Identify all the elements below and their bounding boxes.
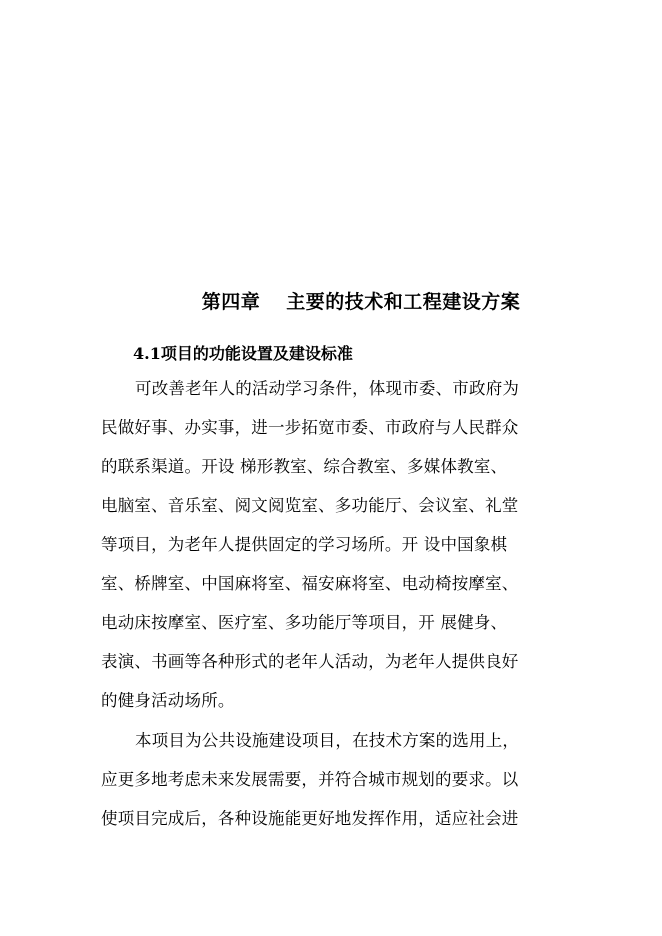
paragraph-1-line-3: 的联系渠道。开设 梯形教室、综合教室、多媒体教室、 xyxy=(101,457,508,476)
paragraph-2-line-1: 本项目为公共设施建设项目，在技术方案的选用上， xyxy=(135,731,520,750)
paragraph-1-line-9: 的健身活动场所。 xyxy=(101,691,235,710)
paragraph-1-line-6: 室、桥牌室、中国麻将室、福安麻将室、电动椅按摩室、 xyxy=(101,574,519,593)
chapter-number: 第四章 xyxy=(201,291,261,313)
paragraph-1-line-5: 等项目，为老年人提供固定的学习场所。开 设中国象棋 xyxy=(101,535,508,554)
chapter-heading xyxy=(0,287,662,314)
paragraph-1-line-8: 表演、书画等各种形式的老年人活动，为老年人提供良好 xyxy=(101,652,519,671)
paragraph-1-line-7: 电动床按摩室、医疗室、多功能厅等项目，开 展健身、 xyxy=(101,613,508,632)
paragraph-1-line-2: 民做好事、办实事，进一步拓宽市委、市政府与人民群众 xyxy=(101,418,519,437)
chapter-title-text: 主要的技术和工程建设方案 xyxy=(286,291,521,313)
paragraph-2-line-3: 使项目完成后，各种设施能更好地发挥作用，适应社会进 xyxy=(101,809,519,828)
paragraph-2-line-2: 应更多地考虑未来发展需要，并符合城市规划的要求。以 xyxy=(101,770,519,789)
section-heading: 4.1项目的功能设置及建设标准 xyxy=(133,344,353,363)
paragraph-1-line-1: 可改善老年人的活动学习条件，体现市委、市政府为 xyxy=(135,379,520,398)
paragraph-1-line-4: 电脑室、音乐室、阅文阅览室、多功能厅、会议室、礼堂 xyxy=(101,496,519,515)
